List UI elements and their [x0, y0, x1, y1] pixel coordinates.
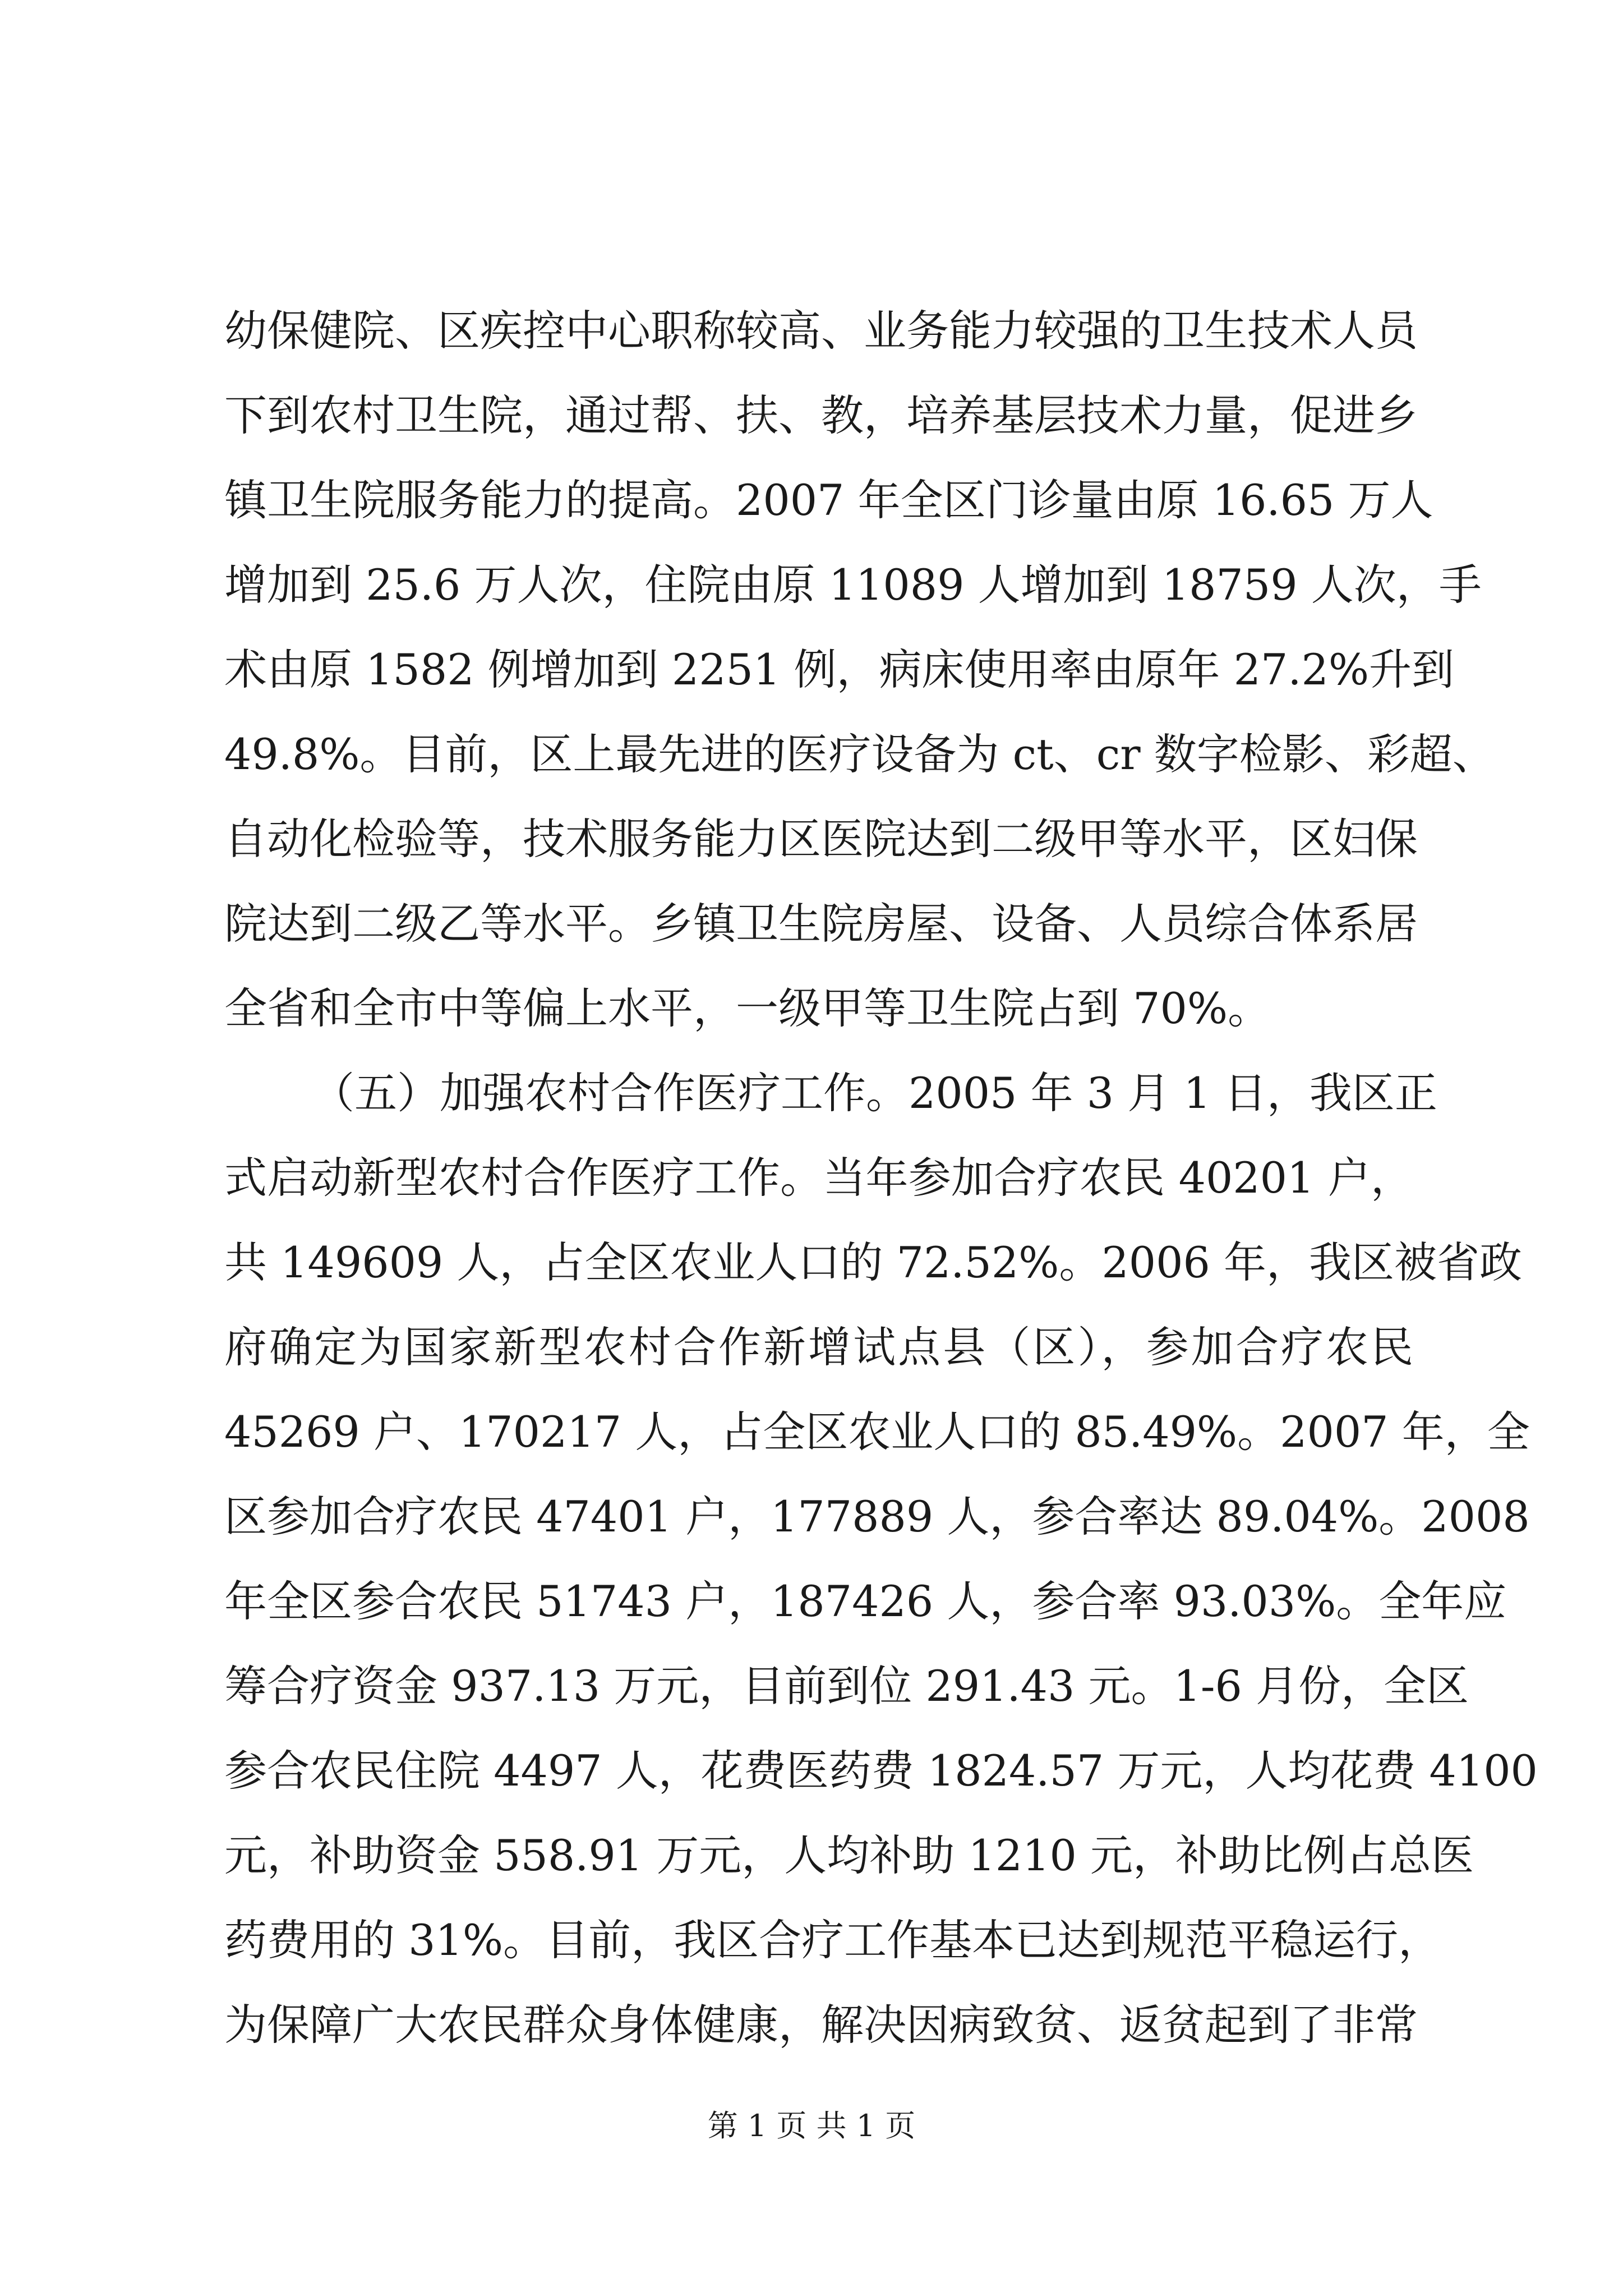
body-text-line: （五）加强农村合作医疗工作。2005 年 3 月 1 日，我区正: [312, 1068, 1437, 1118]
page-number-footer: 第 1 页 共 1 页: [707, 2108, 916, 2143]
body-text-line: 45269 户、170217 人，占全区农业人口的 85.49%。2007 年，全: [224, 1407, 1530, 1457]
body-text-line: 筹合疗资金 937.13 万元，目前到位 291.43 元。1-6 月份，全区: [224, 1661, 1469, 1711]
body-text-line: 参合农民住院 4497 人，花费医药费 1824.57 万元，人均花费 4100: [224, 1746, 1538, 1796]
body-text-line: 院达到二级乙等水平。乡镇卫生院房屋、设备、人员综合体系居: [224, 899, 1418, 949]
body-text-line: 自动化检验等，技术服务能力区医院达到二级甲等水平，区妇保: [224, 814, 1418, 864]
body-text-line: 年全区参合农民 51743 户，187426 人，参合率 93.03%。全年应: [224, 1576, 1507, 1626]
body-text-line: 共 149609 人，占全区农业人口的 72.52%。2006 年，我区被省政: [224, 1237, 1522, 1287]
body-text-line: 府确定为国家新型农村合作新增试点县（区），参加合疗农民: [224, 1322, 1413, 1372]
body-text-line: 区参加合疗农民 47401 户，177889 人，参合率达 89.04%。2008: [224, 1492, 1530, 1542]
body-text-line: 镇卫生院服务能力的提高。2007 年全区门诊量由原 16.65 万人: [224, 475, 1433, 525]
body-text-line: 下到农村卫生院，通过帮、扶、教，培养基层技术力量，促进乡: [224, 390, 1418, 440]
body-text-line: 术由原 1582 例增加到 2251 例，病床使用率由原年 27.2%升到: [224, 645, 1455, 694]
body-text-line: 幼保健院、区疾控中心职称较高、业务能力较强的卫生技术人员: [224, 306, 1418, 356]
body-text-line: 49.8%。目前，区上最先进的医疗设备为 ct、cr 数字检影、彩超、: [224, 729, 1495, 779]
body-text-line: 增加到 25.6 万人次，住院由原 11089 人增加到 18759 人次，手: [224, 560, 1482, 610]
body-text-line: 元，补助资金 558.91 万元，人均补助 1210 元，补助比例占总医: [224, 1830, 1474, 1880]
body-text-line: 为保障广大农民群众身体健康，解决因病致贫、返贫起到了非常: [224, 2000, 1418, 2050]
body-text-line: 式启动新型农村合作医疗工作。当年参加合疗农民 40201 户，: [224, 1153, 1413, 1203]
body-text-line: 全省和全市中等偏上水平，一级甲等卫生院占到 70%。: [224, 983, 1271, 1033]
body-text-line: 药费用的 31%。目前，我区合疗工作基本已达到规范平稳运行，: [224, 1915, 1441, 1965]
